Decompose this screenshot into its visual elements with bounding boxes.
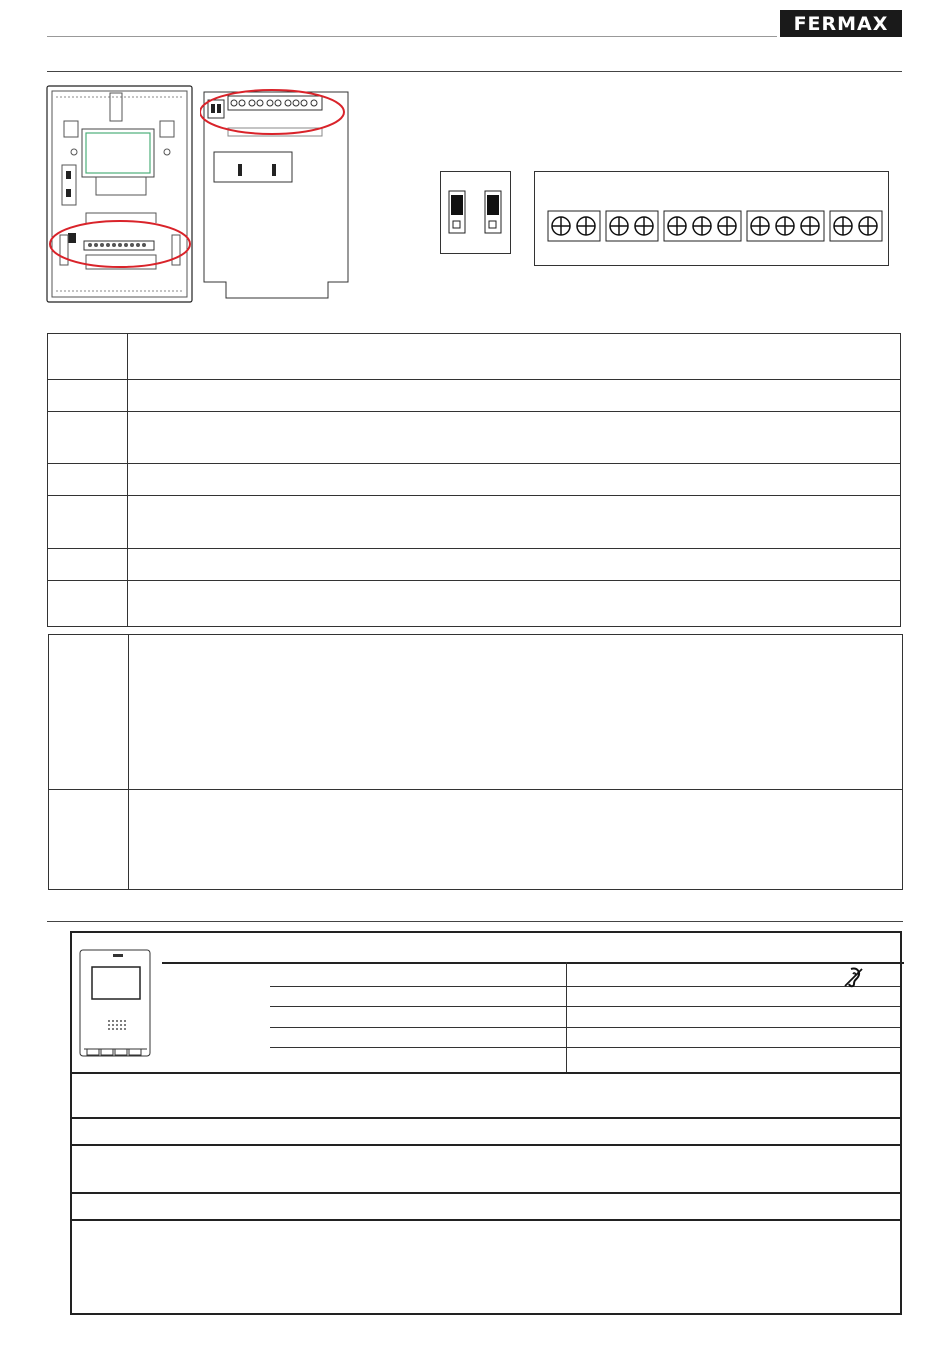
row-label-cell (49, 635, 129, 790)
description-table-a (47, 333, 901, 627)
spec-row-rule (270, 1006, 566, 1007)
hearing-loop-icon (842, 966, 866, 988)
spec-row-rule (566, 1047, 900, 1048)
row-label-cell (48, 380, 128, 412)
description-table-b (48, 634, 903, 890)
row-description-cell (128, 549, 901, 581)
box-rule-4 (72, 1192, 900, 1194)
spec-row-rule (270, 986, 566, 987)
row-label-cell (48, 549, 128, 581)
row-description-cell (128, 496, 901, 549)
table-row (48, 549, 901, 581)
connector-board-diagram (200, 82, 352, 304)
product-spec-box (70, 931, 902, 1315)
box-rule-5 (72, 1219, 900, 1221)
row-description-cell (128, 464, 901, 496)
table-row (48, 496, 901, 549)
table-row (48, 581, 901, 627)
table-row (48, 334, 901, 380)
row-label-cell (48, 334, 128, 380)
row-label-cell (48, 412, 128, 464)
row-label-cell (48, 581, 128, 627)
box-rule-3 (72, 1144, 900, 1146)
table-row (49, 790, 903, 890)
row-description-cell (128, 412, 901, 464)
table-row (48, 412, 901, 464)
header-rule (47, 36, 777, 37)
section-rule-top (47, 71, 902, 72)
table-row (49, 635, 903, 790)
section-rule-bottom (47, 921, 903, 922)
dip-switch-detail (440, 171, 512, 255)
row-description-cell (128, 581, 901, 627)
box-rule-2 (72, 1117, 900, 1119)
row-description-cell (128, 380, 901, 412)
spec-column-divider (566, 962, 567, 1072)
table-row (48, 380, 901, 412)
row-description-cell (129, 635, 903, 790)
spec-row-rule (566, 1006, 900, 1007)
row-label-cell (48, 496, 128, 549)
monitor-front-illustration (79, 949, 153, 1063)
fermax-logo: FERMAX (780, 10, 902, 37)
box-rule-1 (72, 1072, 900, 1074)
screw-terminal-icon (548, 211, 882, 241)
monitor-back-diagram (46, 85, 196, 305)
spec-row-rule (566, 1027, 900, 1028)
row-label-cell (48, 464, 128, 496)
row-label-cell (49, 790, 129, 890)
spec-row-rule (270, 1047, 566, 1048)
row-description-cell (129, 790, 903, 890)
table-row (48, 464, 901, 496)
spec-header-rule (162, 962, 904, 964)
row-description-cell (128, 334, 901, 380)
spec-row-rule (270, 1027, 566, 1028)
terminal-strip-detail (534, 171, 890, 267)
